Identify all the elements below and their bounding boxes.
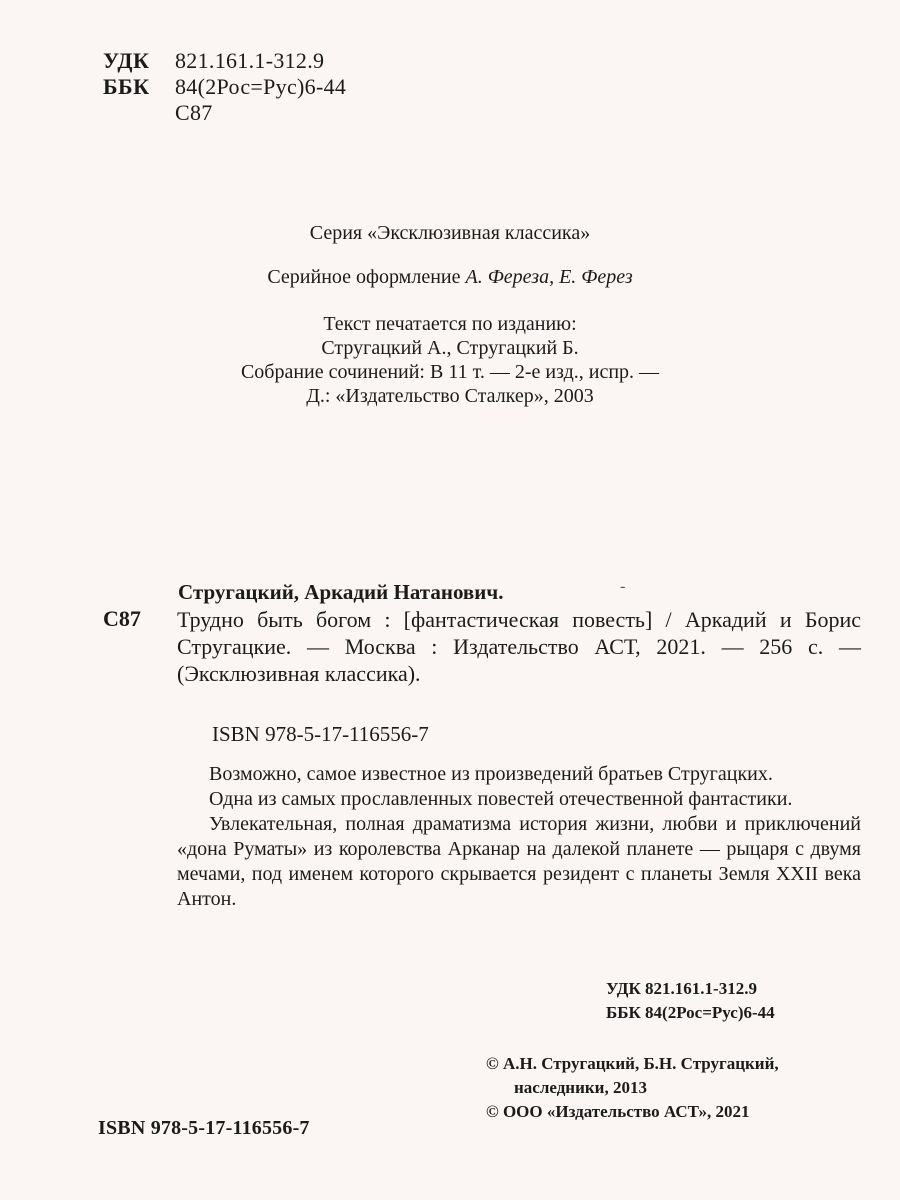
source-line: Собрание сочинений: В 11 т. — 2-е изд., испр. —	[240, 361, 660, 383]
source-line: Д.: «Издательство Сталкер», 2003	[306, 385, 594, 407]
annotation-paragraph: Одна из самых прославленных повестей отечественной фантастики.	[209, 788, 793, 810]
isbn-bottom: ISBN 978-5-17-116556-7	[98, 1117, 310, 1139]
bbk-label: ББК	[103, 74, 150, 99]
classification-codes	[103, 48, 346, 126]
source-line: Текст печатается по изданию:	[323, 313, 577, 335]
bbk-row	[103, 74, 346, 100]
source-line: Стругацкий А., Стругацкий Б.	[321, 337, 579, 359]
copyright-block	[486, 1052, 779, 1124]
author-heading: Стругацкий, Аркадий Натанович.	[178, 580, 504, 604]
shelf-mark: С87	[103, 606, 141, 631]
isbn-line: ISBN 978-5-17-116556-7	[212, 722, 429, 746]
source-edition	[0, 312, 900, 408]
annotation-paragraph: Возможно, самое известное из произведений братьев Стругацких.	[209, 763, 773, 785]
udk-label: УДК	[103, 48, 150, 73]
stray-mark: -	[620, 578, 626, 595]
design-credit	[0, 266, 900, 289]
author-sign-row	[103, 100, 346, 126]
bottom-classification	[606, 977, 775, 1025]
bottom-bbk: ББК 84(2Рос=Рус)6-44	[606, 1003, 775, 1022]
bbk-value: 84(2Рос=Рус)6-44	[175, 74, 347, 99]
author-sign-value: С87	[175, 100, 213, 125]
copyright-line: наследники, 2013	[514, 1078, 647, 1097]
bottom-udk: УДК 821.161.1-312.9	[606, 979, 757, 998]
bibliographic-description: Трудно быть богом : [фантастическая повесть] / Аркадий и Борис Стругацкие. — Москва : Издательство АСТ, 2021. — 256 с. — (Эксклюзивная классика).	[177, 607, 861, 686]
design-prefix: Серийное оформление	[267, 266, 466, 288]
udk-row	[103, 48, 346, 74]
copyright-line: © ООО «Издательство АСТ», 2021	[486, 1102, 750, 1121]
series-line: Серия «Эксклюзивная классика»	[309, 222, 591, 244]
author-sign-label	[103, 100, 175, 126]
copyright-line: © А.Н. Стругацкий, Б.Н. Стругацкий,	[486, 1054, 779, 1073]
annotation	[177, 762, 861, 912]
udk-value: 821.161.1-312.9	[175, 48, 325, 73]
annotation-paragraph: Увлекательная, полная драматизма история жизни, любви и приключений «дона Руматы» из королевства Арканар на далекой планете — рыцаря с двумя мечами, под именем которого скрывается резидент с планеты Земля XXII века Антон.	[177, 813, 861, 910]
design-names: А. Фереза, Е. Ферез	[465, 266, 633, 288]
